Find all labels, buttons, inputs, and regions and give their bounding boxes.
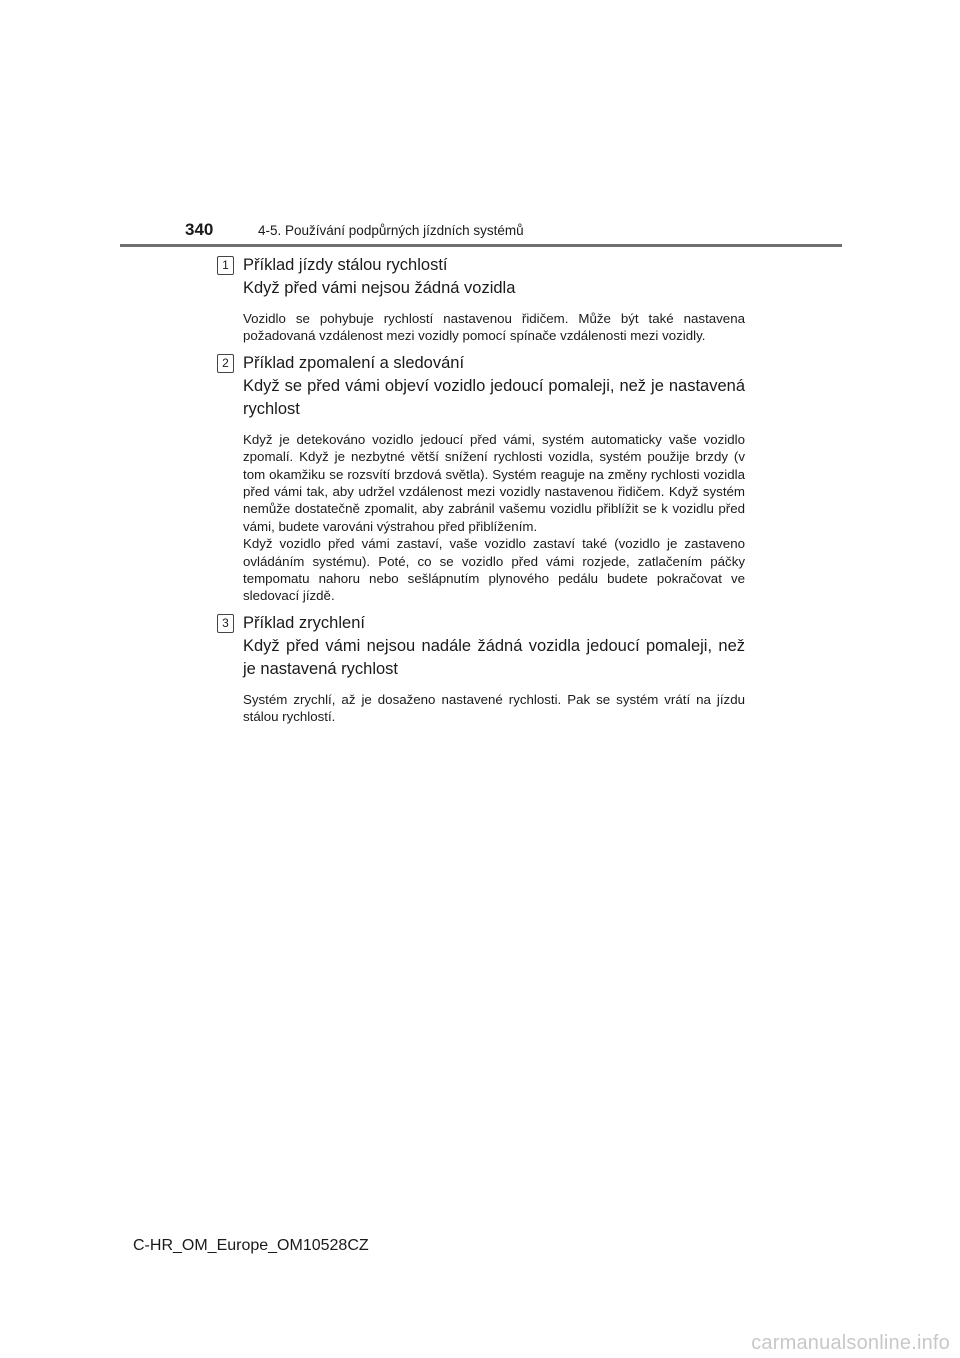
item-number-badge: 3 — [217, 614, 234, 633]
page-number: 340 — [185, 220, 214, 239]
item-paragraph: Když vozidlo před vámi zastaví, vaše vozidlo zastaví také (vozidlo je zastaveno ovládáním systému). Poté, co se vozidlo před vámi rozjede, zatlačením páčky tempomatu nahoru nebo sešlápnutím plynového pedálu budete pokračovat ve sledovací jízdě. — [243, 536, 745, 604]
item-paragraph: Když je detekováno vozidlo jedoucí před vámi, systém automaticky vaše vozidlo zpomalí. Když je nezbytné větší snížení rychlosti vozidla, systém použije brzdy (v tom okamžiku se rozsvítí brzdová světla). Systém reaguje na změny rychlosti vozidla před vámi tak, aby udržel vzdálenost mezi vozidly nastavenou řidičem. Když systém nemůže dostatečně zpomalit, aby zabránil vašemu vozidlu přiblížit se k vozidlu před vámi, budete varováni výstrahou před přiblížením. — [243, 431, 745, 534]
watermark: carmanualsonline.info — [751, 1332, 950, 1354]
list-item — [217, 254, 745, 345]
item-list — [217, 254, 745, 733]
document-code: C-HR_OM_Europe_OM10528CZ — [133, 1237, 369, 1254]
header-divider — [120, 244, 842, 247]
list-item — [217, 352, 745, 605]
item-number-badge: 1 — [217, 256, 234, 275]
item-heading: Příklad zrychlení — [243, 613, 365, 632]
item-heading: Příklad jízdy stálou rychlostí — [243, 256, 448, 274]
item-number-badge: 2 — [217, 354, 234, 373]
item-heading: Příklad zpomalení a sledování — [243, 353, 465, 372]
item-body — [243, 431, 745, 605]
item-paragraph: Vozidlo se pohybuje rychlostí nastavenou řidičem. Může být také nastavena požadovaná vzdálenost mezi vozidly pomocí spínače vzdálenosti mezi vozidly. — [243, 311, 745, 344]
item-body — [243, 691, 745, 726]
list-item — [217, 612, 745, 726]
section-title: 4-5. Používání podpůrných jízdních systémů — [258, 223, 524, 238]
item-subheading: Když před vámi nejsou nadále žádná vozidla jedoucí pomaleji, než je nastavená rychlost — [243, 636, 745, 678]
item-subheading: Když se před vámi objeví vozidlo jedoucí pomaleji, než je nastavená rychlost — [243, 376, 745, 418]
item-subheading: Když před vámi nejsou žádná vozidla — [243, 279, 516, 297]
item-paragraph: Systém zrychlí, až je dosaženo nastavené rychlosti. Pak se systém vrátí na jízdu stálou rychlostí. — [243, 691, 745, 725]
item-body — [243, 310, 745, 345]
